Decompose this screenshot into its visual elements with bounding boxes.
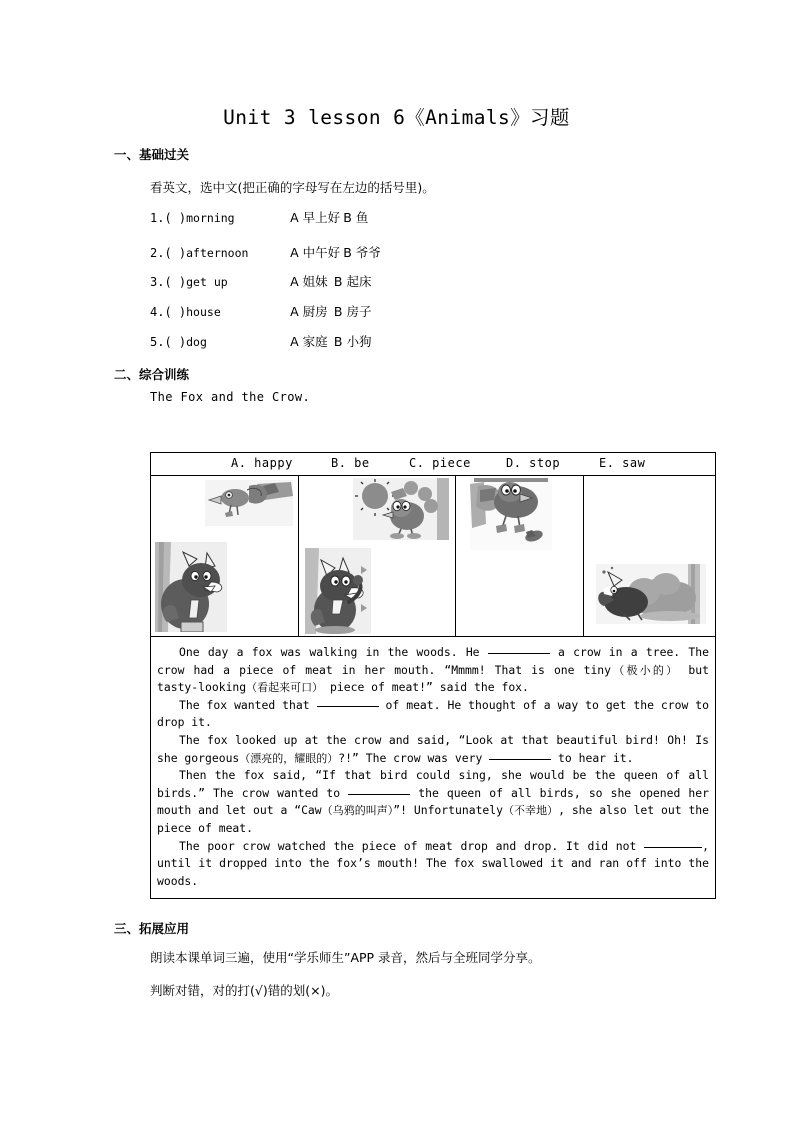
story-blank-4[interactable] <box>348 794 410 795</box>
fox-talking-gesturing-image <box>305 548 371 634</box>
quiz-item-1-choice-a[interactable]: A 早上好 <box>290 210 341 225</box>
exercise-picture-row <box>151 476 715 637</box>
section-3-line-2: 判断对错，对的打(√)错的划(×)。 <box>150 983 338 998</box>
story-paragraph-1: One day a fox was walking in the woods. He a crow in a tree. The crow had a piece of meat in her mouth. “Mmmm! That is one tiny（极小的） but tasty-looking（看起来可口） piece of meat!” said the fox. <box>157 645 709 695</box>
gloss-gorgeous: （漂亮的，耀眼的） <box>239 751 339 765</box>
story-paragraph-4: Then the fox said, “If that bird could sing, she would be the queen of all birds.” The crow wanted to the queen of all birds, so she opened her mouth and let out a “Caw（乌鸦的叫声）”! Unfortunately（不幸地）, she also let out the piece of meat. <box>157 768 710 835</box>
quiz-item-3-choice-b[interactable]: B 起床 <box>333 274 372 289</box>
crow-on-branch-with-meat-image <box>205 480 293 526</box>
page-title <box>0 102 793 130</box>
quiz-item-2[interactable] <box>150 243 381 261</box>
quiz-item-3-number: 3.( ) <box>150 275 187 289</box>
section-heading-comprehensive: 二、综合训练 <box>114 367 190 382</box>
option-d[interactable]: D. stop <box>506 456 561 470</box>
story-blank-1[interactable] <box>488 653 550 654</box>
option-a[interactable]: A. happy <box>231 456 293 470</box>
quiz-item-5-choice-b[interactable]: B 小狗 <box>333 334 372 349</box>
story-blank-2[interactable] <box>317 706 379 707</box>
exercise-options-row <box>151 453 715 476</box>
quiz-item-2-choice-a[interactable]: A 中午好 <box>290 245 341 260</box>
quiz-item-3-word: get up <box>186 275 228 289</box>
quiz-item-4[interactable] <box>150 302 371 320</box>
quiz-item-4-choice-b[interactable]: B 房子 <box>333 304 372 319</box>
picture-cell-4[interactable] <box>584 476 715 636</box>
quiz-item-2-choice-b[interactable]: B 爷爷 <box>343 245 381 260</box>
quiz-item-1[interactable] <box>150 208 368 226</box>
exercise-table <box>150 452 716 899</box>
quiz-item-5-word: dog <box>186 335 207 349</box>
gloss-tasty-looking: （看起来可口） <box>246 681 324 695</box>
story-blank-3[interactable] <box>489 759 551 760</box>
quiz-item-1-word: morning <box>186 211 235 225</box>
quiz-item-3-choice-a[interactable]: A 姐妹 <box>290 274 328 289</box>
story-blank-5[interactable] <box>644 847 702 848</box>
quiz-item-2-word: afternoon <box>186 246 249 260</box>
picture-cell-2[interactable] <box>299 476 456 636</box>
crow-singing-caw-image <box>353 478 449 540</box>
gloss-unfortunately: （不幸地） <box>503 804 559 818</box>
story-subtitle: The Fox and the Crow. <box>150 390 311 404</box>
quiz-item-4-number: 4.( ) <box>150 305 187 319</box>
gloss-caw: （乌鸦的叫声） <box>321 804 394 818</box>
quiz-item-5-choice-a[interactable]: A 家庭 <box>290 334 328 349</box>
quiz-item-5[interactable] <box>150 332 371 350</box>
story-paragraph-3: The fox looked up at the crow and said, “Look at that beautiful bird! Oh! Is she gorgeous（漂亮的，耀眼的）?!” The crow was very to hear it. <box>157 732 709 765</box>
option-e[interactable]: E. saw <box>599 456 646 470</box>
option-c[interactable]: C. piece <box>409 456 471 470</box>
section-heading-basics: 一、基础过关 <box>114 147 190 162</box>
quiz-item-3[interactable] <box>150 272 371 290</box>
fox-standing-by-tree-image <box>155 542 227 632</box>
section-heading-extension: 三、拓展应用 <box>114 921 190 936</box>
option-b[interactable]: B. be <box>331 456 370 470</box>
gloss-tiny: （极小的） <box>611 663 680 677</box>
story-text-block <box>151 637 715 898</box>
section-3-line-1: 朗读本课单词三遍，使用“学乐师生”APP 录音，然后与全班同学分享。 <box>150 950 541 965</box>
story-paragraph-5: The poor crow watched the piece of meat drop and drop. It did not , until it dropped into the fox’s mouth! The fox swallowed it and ran off into the woods. <box>157 838 709 888</box>
section-1-instruction: 看英文，选中文(把正确的字母写在左边的括号里)。 <box>150 180 435 195</box>
quiz-item-4-choice-a[interactable]: A 厨房 <box>290 304 328 319</box>
quiz-item-1-choice-b[interactable]: B 鱼 <box>343 210 369 225</box>
story-paragraph-2: The fox wanted that of meat. He thought of a way to get the crow to drop it. <box>157 697 710 730</box>
quiz-item-4-word: house <box>186 305 221 319</box>
quiz-item-1-number: 1.( ) <box>150 211 187 225</box>
page-title-text: Unit 3 lesson 6《Animals》习题 <box>223 106 570 129</box>
quiz-item-5-number: 5.( ) <box>150 335 187 349</box>
picture-cell-1[interactable] <box>151 476 299 636</box>
quiz-item-2-number: 2.( ) <box>150 246 187 260</box>
crow-dropping-meat-image <box>470 478 552 550</box>
picture-cell-3[interactable] <box>456 476 584 636</box>
fox-running-into-bushes-image <box>596 564 706 624</box>
